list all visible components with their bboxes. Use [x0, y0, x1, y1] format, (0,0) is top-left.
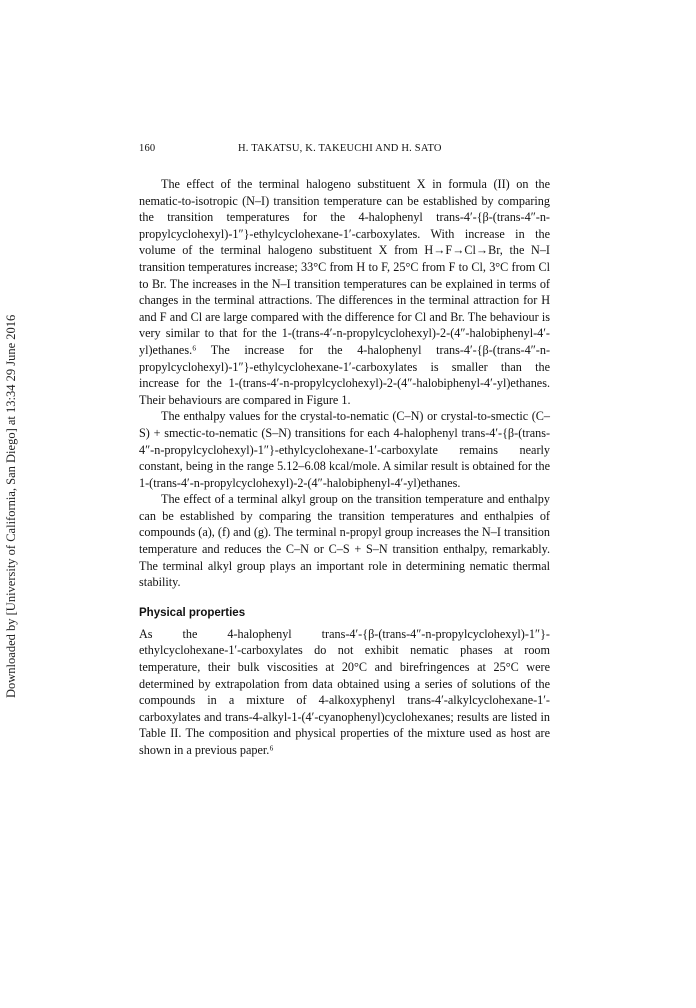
page-number: 160: [139, 143, 156, 154]
running-header: [139, 143, 549, 159]
section-heading: Physical properties: [139, 606, 246, 619]
paragraph-enthalpy-values: The enthalpy values for the crystal-to-nematic (C–N) or crystal-to-smectic (C–S) + smectic-to-nematic (S–N) transitions for each 4-halophenyl trans-4′-{β-(trans-4″-n-propylcyclohexyl)-1″}-ethylcyclohexane-1′-carboxylate remains nearly constant, being in the range 5.12–6.08 kcal/mole. A similar result is obtained for the 1-(trans-4′-n-propylcyclohexyl)-2-(4″-halobiphenyl-4′-yl)ethanes.: [139, 409, 550, 490]
paragraph-halogeno-effect: The effect of the terminal halogeno substituent X in formula (II) on the nematic-to-isotropic (N–I) transition temperature can be established by comparing the transition temperatures for the 4-halophenyl trans-4′-{β-(trans-4″-n-propylcyclohexyl)-1″}-ethylcyclohexane-1′-carboxylates. With increase in the volume of the terminal halogeno substituent X from H→F→Cl→Br, the N–I transition temperatures increase; 33°C from H to F, 25°C from F to Cl, 3°C from Cl to Br. The increases in the N–I transition temperatures can be explained in terms of changes in the terminal attractions. The differences in the terminal attraction for H and F and Cl are large compared with the difference for Cl and Br. The behaviour is very similar to that for the 1-(trans-4′-n-propylcyclohexyl)-2-(4″-halobiphenyl-4′-yl)ethanes.⁶ The increase for the 4-halophenyl trans-4′-{β-(trans-4″-n-propylcyclohexyl)-1″}-ethylcyclohexane-1′-carboxylates is smaller than the increase for the 1-(trans-4′-n-propylcyclohexyl)-2-(4″-halobiphenyl-4′-yl)ethanes. Their behaviours are compared in Figure 1.: [139, 177, 550, 407]
download-watermark-text: Downloaded by [University of California, San Diego] at 13:34 29 June 2016: [4, 314, 18, 698]
download-watermark: [4, 298, 18, 698]
paragraph-physical-properties: As the 4-halophenyl trans-4′-{β-(trans-4″-n-propylcyclohexyl)-1″}-ethylcyclohexane-1′-carboxylates do not exhibit nematic phases at room temperature, their bulk viscosities at 20°C and birefringences at 25°C were determined by extrapolation from data obtained using a series of solutions of the compounds in a mixture of 4-alkoxyphenyl trans-4′-alkylcyclohexane-1′-carboxylates and trans-4-alkyl-1-(4′-cyanophenyl)cyclohexanes; results are listed in Table II. The composition and physical properties of the mixture used as host are shown in a previous paper.⁶: [139, 626, 550, 757]
paragraph-alkyl-effect: The effect of a terminal alkyl group on the transition temperature and enthalpy can be established by comparing the transition temperatures and enthalpies of compounds (a), (f) and (g). The terminal n-propyl group increases the N–I transition temperature and reduces the C–N or C–S + S–N transition enthalpy, remarkably. The terminal alkyl group plays an important role in determining nematic thermal stability.: [139, 492, 550, 590]
article-body: [139, 176, 550, 759]
author-line: H. TAKATSU, K. TAKEUCHI AND H. SATO: [238, 143, 442, 154]
